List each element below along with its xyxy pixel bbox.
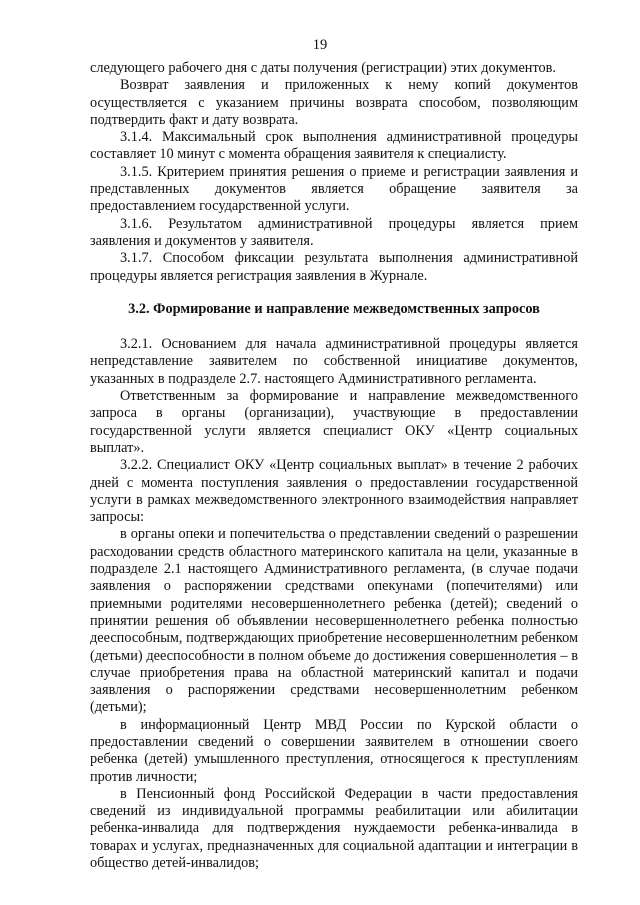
paragraph-3-1-4: 3.1.4. Максимальный срок выполнения административной процедуры составляет 10 минут с момента обращения заявителя к специалисту. (90, 129, 578, 163)
paragraph-responsible-specialist: Ответственным за формирование и направление межведомственного запроса в органы (организации), участвующие в предоставлении государственной услуги является специалист ОКУ «Центр социальных выплат». (90, 388, 578, 456)
paragraph-return-of-application: Возврат заявления и приложенных к нему копий документов осуществляется с указанием причины возврата способом, позволяющим подтвердить факт и дату возврата. (90, 77, 578, 128)
paragraph-request-mvd: в информационный Центр МВД России по Курской области о предоставлении сведений о совершении заявителем в отношении своего ребенка (детей) умышленного преступления, относящегося к преступлениям против личности; (90, 716, 578, 785)
paragraph-3-1-7: 3.1.7. Способом фиксации результата выполнения административной процедуры является регистрация заявления в Журнале. (90, 250, 578, 284)
document-body (90, 60, 578, 872)
paragraph-request-pension-fund: в Пенсионный фонд Российской Федерации в части предоставления сведений из индивидуальной программы реабилитации или абилитации ребенка-инвалида для подтверждения нуждаемости ребенка-инвалида в товарах и услугах, предназначенных для социальной адаптации и интеграции в общество детей-инвалидов; (90, 785, 578, 872)
paragraph-3-1-5: 3.1.5. Критерием принятия решения о приеме и регистрации заявления и представленных документов является обращение заявителя за предоставлением государственной услуги. (90, 163, 578, 215)
page-number: 19 (312, 37, 328, 53)
paragraph-3-2-1: 3.2.1. Основанием для начала административной процедуры является непредставление заявителем по собственной инициативе документов, указанных в подразделе 2.7. настоящего Административного регламента. (90, 336, 578, 387)
paragraph-request-guardianship: в органы опеки и попечительства о представлении сведений о разрешении расходовании средств областного материнского капитала на цели, указанные в подразделе 2.1 настоящего Административного регламента, (в случае подачи заявления о распоряжении средствами опекунами (попечителями) или приемными родителями несовершеннолетнего ребенка (детей); сведений о принятии решения об объявлении несовершеннолетнего ребенка полностью дееспособным, подтверждающих приобретение несовершеннолетним ребенком (детьми) дееспособности в полном объеме до достижения совершеннолетия – в случае приобретения права на областной материнский капитал и подачи заявления о распоряжении средствами несовершеннолетним ребенком (детьми); (90, 526, 578, 716)
paragraph-continuation: следующего рабочего дня с даты получения (регистрации) этих документов. (90, 60, 556, 76)
paragraph-3-1-6: 3.1.6. Результатом административной процедуры является прием заявления и документов у заявителя. (90, 215, 578, 249)
section-heading-3-2: 3.2. Формирование и направление межведомственных запросов (128, 300, 540, 317)
paragraph-3-2-2: 3.2.2. Специалист ОКУ «Центр социальных выплат» в течение 2 рабочих дней с момента поступления заявления о предоставлении государственной услуги в рамках межведомственного электронного взаимодействия направляет запросы: (90, 457, 578, 526)
